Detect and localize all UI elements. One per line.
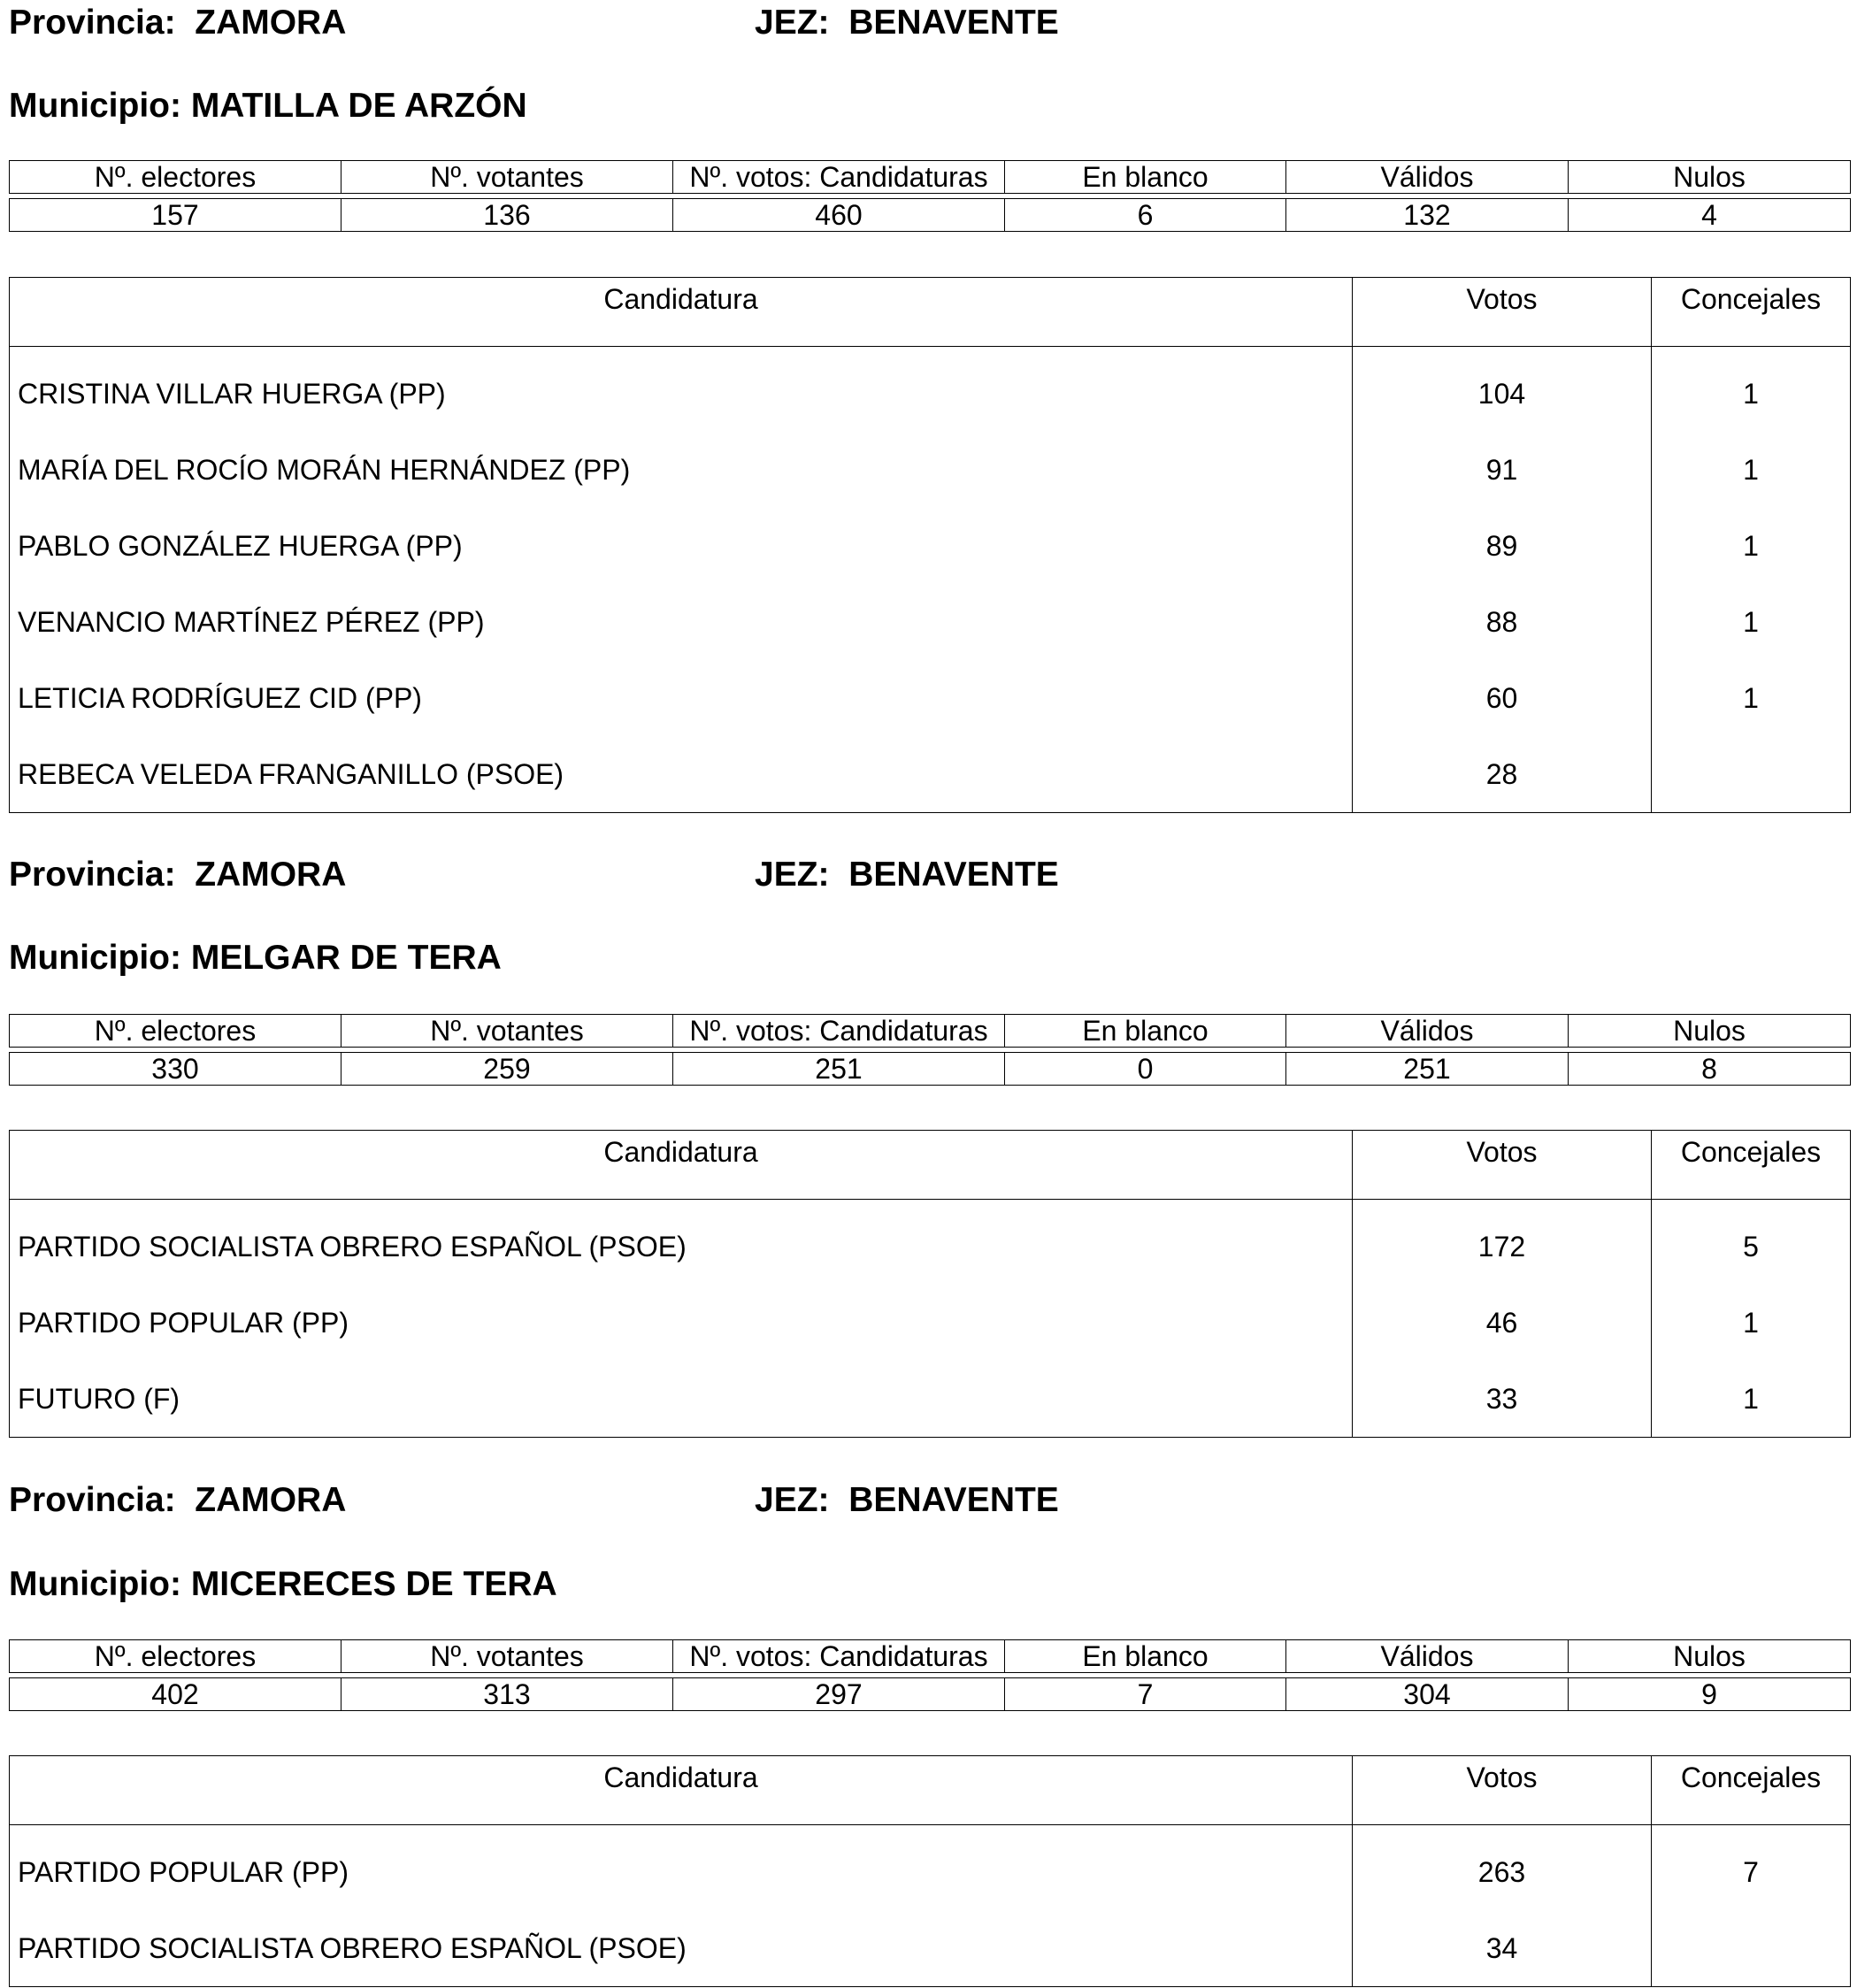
- candidates-header-row: [10, 1756, 1851, 1825]
- jez-label: JEZ:: [755, 4, 830, 42]
- concejales-header: Concejales: [1652, 1756, 1851, 1825]
- candidate-seats: 1: [1652, 660, 1851, 736]
- stats-header: Nº. votos: Candidaturas: [673, 1640, 1005, 1673]
- stats-value: 9: [1569, 1678, 1851, 1711]
- table-row: [10, 584, 1851, 660]
- votos-header: Votos: [1353, 1756, 1652, 1825]
- stats-header: Nulos: [1569, 161, 1851, 194]
- provincia-label: Provincia:: [9, 1481, 176, 1519]
- candidate-votes: 34: [1353, 1910, 1652, 1987]
- candidates-table: [9, 1130, 1851, 1438]
- candidates-header-row: [10, 1131, 1851, 1200]
- table-row: [10, 1285, 1851, 1361]
- stats-header: Nulos: [1569, 1015, 1851, 1048]
- candidate-name: PARTIDO SOCIALISTA OBRERO ESPAÑOL (PSOE): [10, 1200, 1353, 1286]
- stats-header: Nº. electores: [10, 1640, 341, 1673]
- candidate-name: VENANCIO MARTÍNEZ PÉREZ (PP): [10, 584, 1353, 660]
- jez-label: JEZ:: [755, 856, 830, 894]
- table-row: [10, 1361, 1851, 1438]
- table-row: [10, 1825, 1851, 1911]
- candidate-votes: 46: [1353, 1285, 1652, 1361]
- municipio-label: Municipio:: [9, 1565, 181, 1603]
- concejales-header: Concejales: [1652, 1131, 1851, 1200]
- stats-value: 6: [1005, 199, 1286, 232]
- stats-header-row: [10, 1015, 1851, 1048]
- stats-header: Nº. electores: [10, 161, 341, 194]
- candidate-seats: [1652, 1910, 1851, 1987]
- municipio-label: Municipio:: [9, 939, 181, 977]
- stats-header: Nº. votantes: [341, 1640, 673, 1673]
- candidate-seats: [1652, 736, 1851, 813]
- provincia-value: ZAMORA: [195, 1481, 347, 1519]
- stats-value: 136: [341, 199, 673, 232]
- stats-value: 313: [341, 1678, 673, 1711]
- stats-table: [9, 160, 1851, 194]
- provincia-heading: [9, 5, 346, 40]
- candidate-name: PARTIDO POPULAR (PP): [10, 1825, 1353, 1911]
- table-row: [10, 1200, 1851, 1286]
- candidate-seats: 1: [1652, 432, 1851, 508]
- jez-value: BENAVENTE: [848, 4, 1059, 42]
- stats-header: Nº. votantes: [341, 161, 673, 194]
- candidatura-header: Candidatura: [10, 1131, 1353, 1200]
- stats-value: 259: [341, 1053, 673, 1086]
- table-row: [10, 432, 1851, 508]
- stats-value: 330: [10, 1053, 341, 1086]
- table-row: [10, 1910, 1851, 1987]
- municipio-heading: [9, 1567, 557, 1601]
- stats-header: Nº. votantes: [341, 1015, 673, 1048]
- stats-value: 4: [1569, 199, 1851, 232]
- candidate-name: PARTIDO SOCIALISTA OBRERO ESPAÑOL (PSOE): [10, 1910, 1353, 1987]
- stats-table: [9, 1014, 1851, 1048]
- candidate-name: PARTIDO POPULAR (PP): [10, 1285, 1353, 1361]
- candidatura-header: Candidatura: [10, 278, 1353, 347]
- stats-header-row: [10, 1640, 1851, 1673]
- candidate-votes: 88: [1353, 584, 1652, 660]
- table-row: [10, 508, 1851, 584]
- stats-header: En blanco: [1005, 1015, 1286, 1048]
- stats-value: 157: [10, 199, 341, 232]
- stats-value-row: [10, 1678, 1851, 1711]
- jez-value: BENAVENTE: [848, 1481, 1059, 1519]
- municipio-value: MICERECES DE TERA: [190, 1565, 557, 1603]
- stats-value: 297: [673, 1678, 1005, 1711]
- stats-header: Nº. votos: Candidaturas: [673, 161, 1005, 194]
- stats-values-table: [9, 1677, 1851, 1711]
- candidate-votes: 28: [1353, 736, 1652, 813]
- municipio-value: MELGAR DE TERA: [190, 939, 502, 977]
- stats-value: 8: [1569, 1053, 1851, 1086]
- candidate-name: MARÍA DEL ROCÍO MORÁN HERNÁNDEZ (PP): [10, 432, 1353, 508]
- stats-value: 0: [1005, 1053, 1286, 1086]
- jez-label: JEZ:: [755, 1481, 830, 1519]
- table-row: [10, 347, 1851, 433]
- stats-value-row: [10, 1053, 1851, 1086]
- jez-heading: [755, 5, 1059, 40]
- municipio-heading: [9, 88, 527, 123]
- stats-header: Nº. votos: Candidaturas: [673, 1015, 1005, 1048]
- table-row: [10, 736, 1851, 813]
- candidate-votes: 60: [1353, 660, 1652, 736]
- candidate-name: REBECA VELEDA FRANGANILLO (PSOE): [10, 736, 1353, 813]
- stats-header: En blanco: [1005, 1640, 1286, 1673]
- candidate-seats: 1: [1652, 508, 1851, 584]
- stats-value-row: [10, 199, 1851, 232]
- votos-header: Votos: [1353, 278, 1652, 347]
- provincia-value: ZAMORA: [195, 856, 347, 894]
- stats-value: 402: [10, 1678, 341, 1711]
- table-row: [10, 660, 1851, 736]
- provincia-label: Provincia:: [9, 4, 176, 42]
- provincia-heading: [9, 857, 346, 892]
- stats-value: 251: [1286, 1053, 1569, 1086]
- candidate-name: CRISTINA VILLAR HUERGA (PP): [10, 347, 1353, 433]
- candidate-seats: 5: [1652, 1200, 1851, 1286]
- stats-value: 7: [1005, 1678, 1286, 1711]
- candidate-seats: 1: [1652, 1285, 1851, 1361]
- stats-value: 304: [1286, 1678, 1569, 1711]
- provincia-value: ZAMORA: [195, 4, 347, 42]
- candidate-votes: 89: [1353, 508, 1652, 584]
- stats-table: [9, 1639, 1851, 1673]
- candidate-name: PABLO GONZÁLEZ HUERGA (PP): [10, 508, 1353, 584]
- stats-header-row: [10, 161, 1851, 194]
- stats-header: Válidos: [1286, 1640, 1569, 1673]
- provincia-heading: [9, 1483, 346, 1517]
- stats-values-table: [9, 198, 1851, 232]
- stats-value: 132: [1286, 199, 1569, 232]
- candidatura-header: Candidatura: [10, 1756, 1353, 1825]
- candidate-votes: 104: [1353, 347, 1652, 433]
- candidate-seats: 1: [1652, 347, 1851, 433]
- municipio-value: MATILLA DE ARZÓN: [190, 87, 527, 125]
- candidates-table: [9, 277, 1851, 813]
- candidate-votes: 172: [1353, 1200, 1652, 1286]
- stats-header: Válidos: [1286, 161, 1569, 194]
- stats-header: Nº. electores: [10, 1015, 341, 1048]
- stats-value: 460: [673, 199, 1005, 232]
- candidate-votes: 263: [1353, 1825, 1652, 1911]
- candidate-seats: 1: [1652, 584, 1851, 660]
- candidate-votes: 33: [1353, 1361, 1652, 1438]
- jez-heading: [755, 857, 1059, 892]
- stats-value: 251: [673, 1053, 1005, 1086]
- jez-heading: [755, 1483, 1059, 1517]
- candidates-header-row: [10, 278, 1851, 347]
- candidate-name: LETICIA RODRÍGUEZ CID (PP): [10, 660, 1353, 736]
- stats-header: Válidos: [1286, 1015, 1569, 1048]
- provincia-label: Provincia:: [9, 856, 176, 894]
- votos-header: Votos: [1353, 1131, 1652, 1200]
- stats-header: En blanco: [1005, 161, 1286, 194]
- municipio-label: Municipio:: [9, 87, 181, 125]
- candidate-votes: 91: [1353, 432, 1652, 508]
- candidate-seats: 1: [1652, 1361, 1851, 1438]
- stats-values-table: [9, 1052, 1851, 1086]
- candidate-seats: 7: [1652, 1825, 1851, 1911]
- jez-value: BENAVENTE: [848, 856, 1059, 894]
- candidates-table: [9, 1755, 1851, 1987]
- concejales-header: Concejales: [1652, 278, 1851, 347]
- stats-header: Nulos: [1569, 1640, 1851, 1673]
- candidate-name: FUTURO (F): [10, 1361, 1353, 1438]
- municipio-heading: [9, 940, 502, 975]
